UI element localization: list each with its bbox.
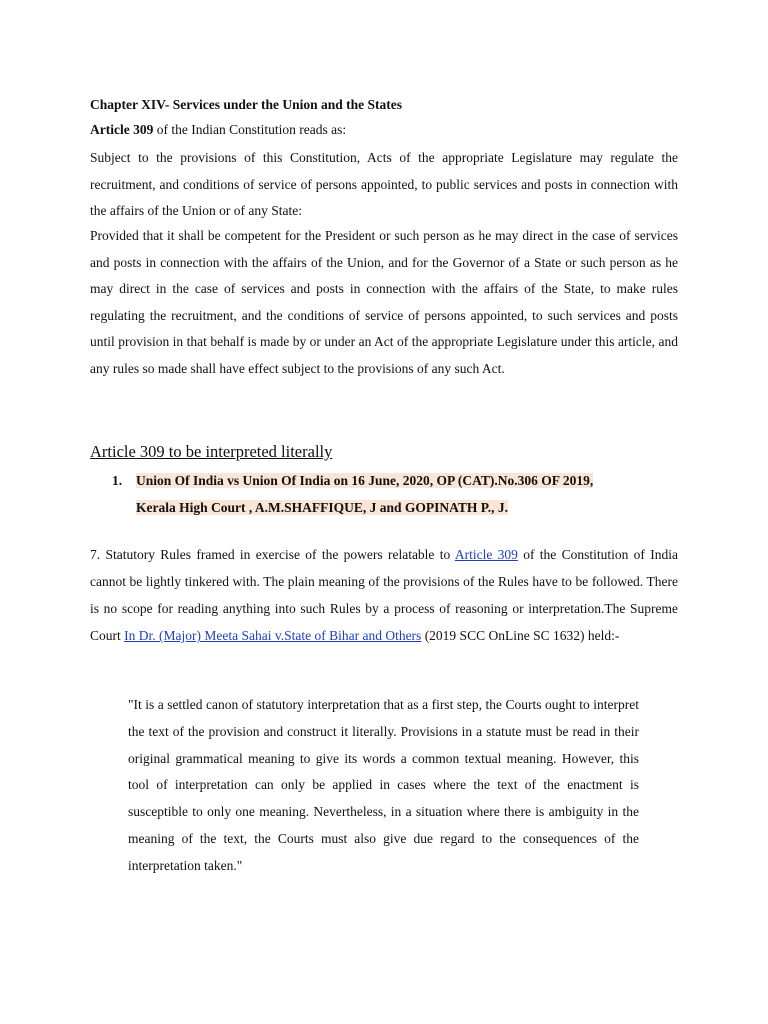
paragraph-2: Provided that it shall be competent for the President or such person as he may direct in the case of services and posts in connection with the affairs of the Union, and for the Governor of a State or such person as he may direct in the case of services and posts in connection with the affairs of the State, to make rules regulating the recruitment, and the conditions of service of persons appointed, to such services and posts until provision in that behalf is made by or under an Act of the appropriate Legislature under this article, and any rules so made shall have effect subject to the provisions of any such Act. — [90, 228, 678, 376]
article-309-link[interactable]: Article 309 — [454, 547, 518, 562]
paragraph-1: Subject to the provisions of this Constitution, Acts of the appropriate Legislature may regulate the recruitment, and conditions of service of persons appointed, to public services and posts in connection with the affairs of the Union or of any State: — [90, 150, 678, 218]
chapter-title: Chapter XIV- Services under the Union and the States — [90, 97, 403, 112]
article-ref: Article 309 — [90, 122, 154, 137]
paragraph-7 — [90, 541, 678, 649]
section-heading: Article 309 to be interpreted literally — [90, 442, 333, 461]
case-citation — [136, 467, 678, 521]
para7-post: (2019 SCC OnLine SC 1632) held:- — [421, 628, 620, 643]
article-intro — [90, 119, 678, 141]
article-intro-text: of the Indian Constitution reads as: — [153, 122, 347, 137]
para7-pre: 7. Statutory Rules framed in exercise of the powers relatable to — [90, 547, 455, 562]
case-line-2: Kerala High Court , A.M.SHAFFIQUE, J and GOPINATH P., J. — [136, 500, 509, 515]
block-quote: "It is a settled canon of statutory interpretation that as a first step, the Courts ought to interpret the text of the provision and construct it literally. Provisions in a statute must be read in their original grammatical meaning to give its words a common textual meaning. However, this tool of interpretation can only be applied in cases where the text of the enactment is susceptible to only one meaning. Nevertheless, in a situation where there is ambiguity in the meaning of the text, the Courts must also give due regard to the consequences of the interpretation taken." — [128, 697, 639, 873]
case-list-item — [90, 467, 678, 521]
para7-mid: of the Constitution of India cannot be lightly tinkered with. The plain meaning of the provisions of the Rules have to be followed. There is no scope for reading anything into such Rules by a process of reasoning or interpretation.The Supreme Court — [90, 547, 678, 643]
case-number: 1. — [112, 473, 123, 488]
meeta-sahai-case-link[interactable]: In Dr. (Major) Meeta Sahai v.State of Bihar and Others — [124, 628, 422, 643]
case-line-1: Union Of India vs Union Of India on 16 June, 2020, OP (CAT).No.306 OF 2019, — [136, 473, 594, 488]
